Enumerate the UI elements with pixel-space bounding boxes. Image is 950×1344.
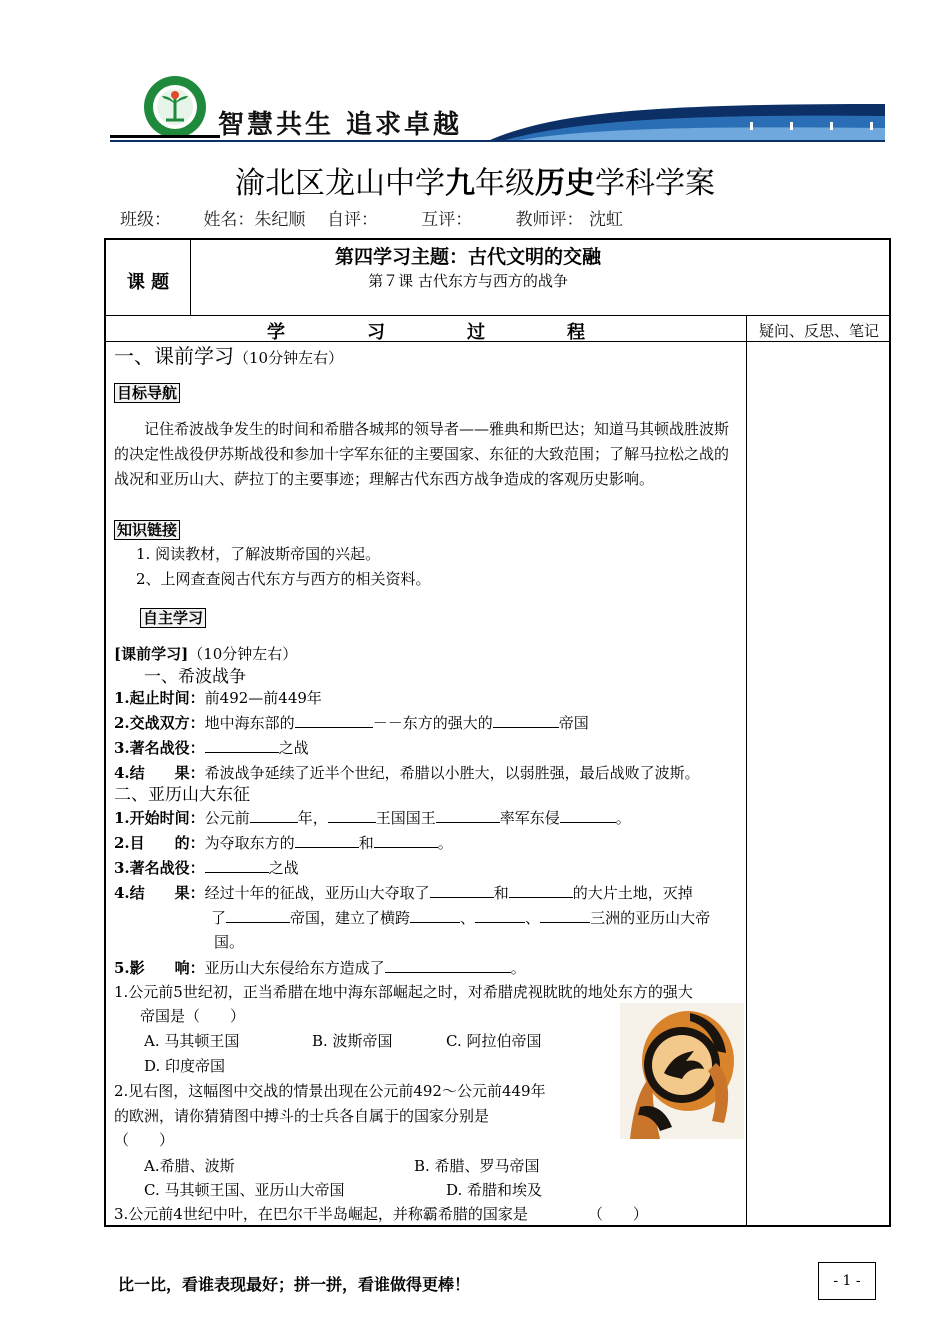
- pre-label-row: [课前学习]（10分钟左右）: [114, 645, 298, 663]
- lesson-title: 第７课 古代东方与西方的战争: [368, 272, 568, 290]
- s2-item-2: 2.目 的：为夺取东方的 和 。: [114, 830, 740, 856]
- notes-header: 疑问、反思、笔记: [758, 322, 879, 340]
- s2-item-4: 4.结 果：经过十年的征战，亚历山大夺取了 和 的大片土地，灭掉: [114, 880, 740, 906]
- goal-text: 记住希波战争发生的时间和希腊各城邦的领导者——雅典和斯巴达；知道马其顿战胜波斯的决定性战役伊苏斯战役和参加十字军东征的主要国家、东征的大致范围；了解马拉松之战的战况和亚历山大、萨拉丁的主要事迹；理解古代东西方战争造成的客观历史影响。: [114, 420, 730, 488]
- name-value: 朱纪顺: [254, 210, 306, 230]
- q1-option-d: D. 印度帝国: [144, 1057, 226, 1075]
- footer-slogan: 比一比，看谁表现最好；拼一拼，看谁做得更棒！: [118, 1275, 471, 1294]
- topic-label: 课 题: [126, 272, 170, 293]
- s1-item-1: 1.起止时间：前492—前449年: [114, 689, 322, 707]
- class-label: 班级：: [120, 210, 171, 230]
- table-border: [104, 238, 106, 1227]
- q1-option-c: C. 阿拉伯帝国: [446, 1032, 542, 1050]
- school-motto: 智慧共生 追求卓越: [218, 110, 463, 140]
- table-border: [104, 315, 891, 316]
- self-eval-label: 自评：: [327, 210, 379, 230]
- s2-item-5: 5.影 响：亚历山大东侵给东方造成了 。: [114, 955, 740, 981]
- self-study-tag-row: [114, 606, 740, 631]
- q2-option-c: C. 马其顿王国、亚历山大帝国: [144, 1181, 345, 1199]
- section-1-title: 一、希波战争: [144, 667, 246, 687]
- s2-item-4-end: 国。: [214, 933, 245, 951]
- process-header: 学 习 过 程: [267, 322, 585, 343]
- question-2-line-2: 的欧洲，请你猜猜图中搏斗的士兵各自属于的国家分别是: [114, 1107, 490, 1125]
- teacher-value: 沈虹: [588, 210, 623, 230]
- page-number: - 1 -: [818, 1262, 876, 1300]
- link-tag-row: [114, 518, 740, 543]
- s2-item-3: 3.著名战役： 之战: [114, 855, 740, 881]
- student-info-line: [120, 205, 623, 230]
- link-item-1: 1. 阅读教材，了解波斯帝国的兴起。: [136, 545, 381, 563]
- question-2-line-1: 2.见右图，这幅图中交战的情景出现在公元前492～公元前449年: [114, 1082, 546, 1100]
- page-title: 渝北区龙山中学九年级历史学科学案: [235, 166, 715, 201]
- topic-title: 第四学习主题：古代文明的交融: [334, 246, 601, 268]
- q2-option-d: D. 希腊和埃及: [446, 1181, 543, 1199]
- pre-study-heading: 一、课前学习（10分钟左右）: [114, 344, 344, 368]
- section-2-title: 二、亚历山大东征: [114, 785, 250, 805]
- table-border: [889, 238, 891, 1227]
- s1-item-2: 2.交战双方：地中海东部的 －－东方的强大的 帝国: [114, 710, 740, 736]
- s2-item-4-cont: 了 帝国，建立了横跨 、 、 三洲的亚历山大帝: [114, 905, 740, 931]
- question-2-options-2: [114, 1178, 740, 1203]
- link-tag: 知识链接: [114, 520, 180, 540]
- q1-option-b: B. 波斯帝国: [312, 1032, 393, 1050]
- question-3: 3.公元前4世纪中叶，在巴尔干半岛崛起，并称霸希腊的国家是 （ ）: [114, 1205, 648, 1223]
- name-label: 姓名：: [203, 210, 255, 230]
- q1-option-a: A. 马其顿王国: [144, 1032, 240, 1050]
- self-study-tag: 自主学习: [140, 608, 206, 628]
- s1-item-3: 3.著名战役： 之战: [114, 735, 740, 761]
- s2-item-1: 1.开始时间：公元前 年， 王国国王 率军东侵 。: [114, 805, 740, 831]
- question-2-line-3: （ ）: [114, 1131, 175, 1149]
- question-2-options-1: [114, 1154, 740, 1179]
- question-1-cont: 帝国是（ ）: [140, 1007, 246, 1025]
- q2-option-a: A.希腊、波斯: [144, 1157, 235, 1175]
- teacher-eval-label: 教师评：: [515, 210, 584, 230]
- q2-option-b: B. 希腊、罗马帝国: [414, 1157, 540, 1175]
- goal-tag-row: [114, 381, 740, 406]
- peer-eval-label: 互评：: [421, 210, 473, 230]
- table-border: [104, 238, 891, 240]
- s1-item-4: 4.结 果：希波战争延续了近半个世纪，希腊以小胜大，以弱胜强，最后战败了波斯。: [114, 764, 700, 782]
- goal-tag: 目标导航: [114, 383, 180, 403]
- greek-vase-painting-image: [620, 1003, 744, 1139]
- table-border: [746, 315, 747, 1225]
- link-item-2: 2、上网查查阅古代东方与西方的相关资料。: [136, 570, 431, 588]
- question-1: 1.公元前5世纪初，正当希腊在地中海东部崛起之时，对希腊虎视眈眈的地处东方的强大: [114, 983, 693, 1001]
